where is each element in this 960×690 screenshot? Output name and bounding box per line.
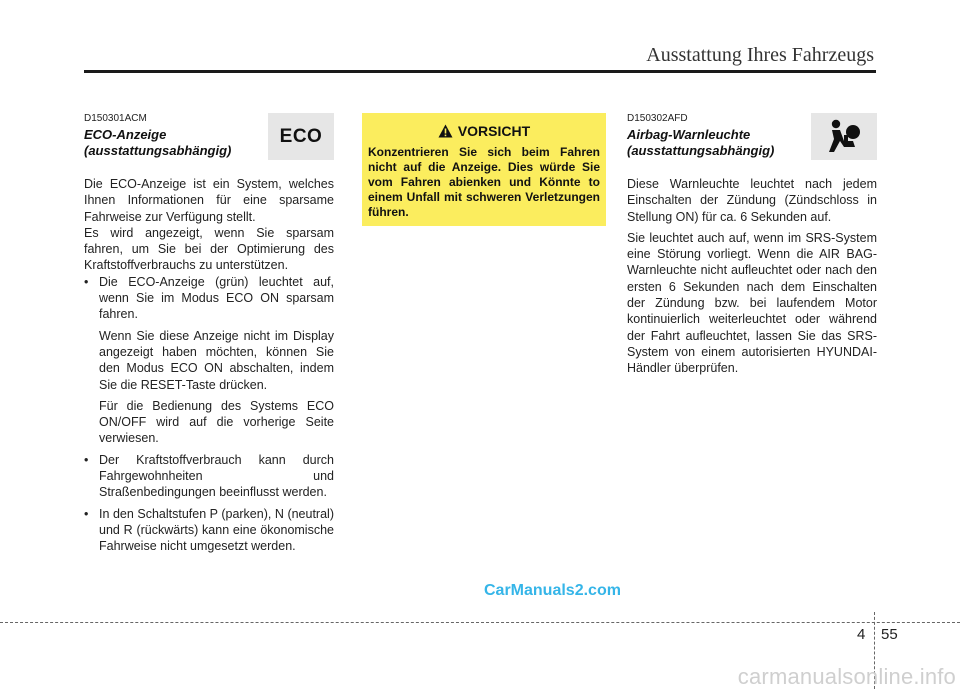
caution-text: Konzentrieren Sie sich beim Fahren nicht auf die Anzeige. Dies würde Sie vom Fahren abienken und Könnte to einem Unfall mit schweren Verletzungen führen. [368,145,600,219]
caution-box [362,113,606,226]
airbag-section-title [627,127,774,159]
airbag-section-code: D150302AFD [627,113,688,124]
header-title: Ausstattung Ihres Fahrzeugs [646,44,874,66]
eco-title-line2: (ausstattungsabhängig) [84,143,232,158]
eco-bullet3-text: In den Schaltstufen P (parken), N (neutral) und R (rückwärts) kann eine ökonomische Fahrweise nicht umgesetzt werden. [99,506,334,554]
warning-triangle-icon [438,124,453,138]
header-rule [84,70,876,73]
eco-bullet1: • Die ECO-Anzeige (grün) leuchtet auf, wenn Sie im Modus ECO ON sparsam fahren. Wenn Sie diese Anzeige nicht im Display angezeigt haben möchten, können Sie den Modus ECO ON abschalten, indem Sie die RESET-Taste drücken. Für die Bedienung des Systems ECO ON/OFF wird auf die vorherige Seite verwiesen. [84,274,334,446]
airbag-person-icon [822,117,866,157]
eco-bullet3: • In den Schaltstufen P (parken), N (neutral) und R (rückwärts) kann eine ökonomische Fahrweise nicht umgesetzt werden. [84,506,334,554]
footer-watermark: carmanualsonline.info [737,664,956,689]
eco-para1: Die ECO-Anzeige ist ein System, welches Ihnen Informationen für eine sparsame Fahrweise zur Verfügung stellt. [84,177,334,224]
airbag-title-line1: Airbag-Warnleuchte [627,127,751,142]
eco-bullet2-text: Der Kraftstoffverbrauch kann durch Fahrgewohnheiten und Straßenbedingungen beeinflusst werden. [99,452,334,500]
eco-icon-label: ECO [279,125,323,147]
eco-section-code: D150301ACM [84,113,147,124]
eco-title-line1: ECO-Anzeige [84,127,167,142]
site-watermark: CarManuals2.com [484,582,621,599]
eco-section-title [84,127,231,159]
eco-bullet1-sub2: Für die Bedienung des Systems ECO ON/OFF wird auf die vorherige Seite verwiesen. [99,398,334,446]
airbag-para1: Diese Warnleuchte leuchtet nach jedem Einschalten der Zündung (Zündschloss in Stellung ON) für ca. 6 Sekunden auf. [627,177,877,224]
airbag-para2: Sie leuchtet auch auf, wenn im SRS-System eine Störung vorliegt. Wenn die AIR BAG-Warnleuchte nicht aufleuchtet oder nach den ersten 6 Sekunden nach dem Einschalten der Zündung bzw. bei laufendem Motor kontinuierlich weiterleuchtet oder während der Fahrt aufleuchtet, lassen Sie das SRS-System von einem autorisierten HYUNDAI-Händler überprüfen. [627,230,877,376]
eco-bullet1-sub1: Wenn Sie diese Anzeige nicht im Display angezeigt haben möchten, können Sie den Modus ECO ON abschalten, indem Sie die RESET-Taste drücken. [99,328,334,392]
chapter-number: 4 [857,626,866,643]
airbag-title-line2: (ausstattungsabhängig) [627,143,775,158]
airbag-body [627,176,877,377]
footer-rule [0,622,960,623]
eco-para2: Es wird angezeigt, wenn Sie sparsam fahren, um Sie bei der Optimierung des Kraftstoffverbrauchs zu unterstützen. [84,225,334,273]
caution-title: VORSICHT [457,123,531,139]
eco-bullet1-text: Die ECO-Anzeige (grün) leuchtet auf, wenn Sie im Modus ECO ON sparsam fahren. [99,274,334,322]
caution-header [368,123,600,139]
page-number: 55 [881,626,898,643]
eco-body [84,176,334,555]
airbag-warning-icon [811,113,877,160]
eco-bullet2: • Der Kraftstoffverbrauch kann durch Fahrgewohnheiten und Straßenbedingungen beeinflusst werden. [84,452,334,500]
eco-indicator-icon [268,113,334,160]
